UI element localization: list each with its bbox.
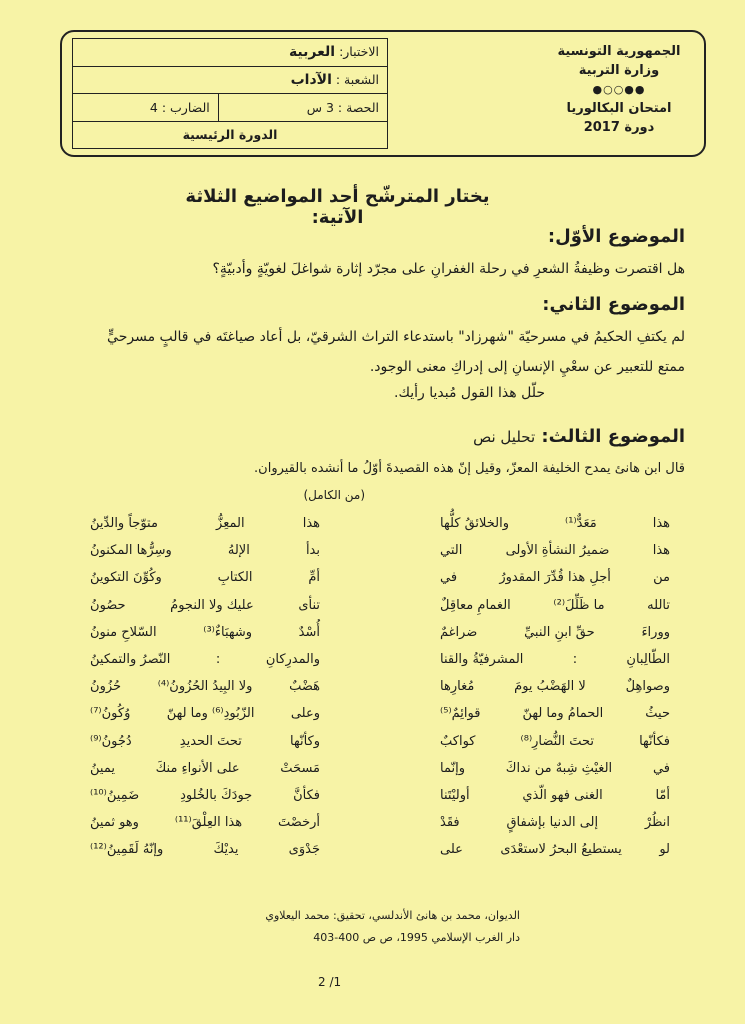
ministry-block bbox=[534, 32, 704, 155]
verse-second-hemistich bbox=[90, 625, 320, 640]
verse-segment: الكتابِ bbox=[217, 570, 253, 586]
main-session-cell: الدورة الرئيسية bbox=[73, 121, 388, 149]
source-citation bbox=[170, 905, 520, 949]
verse-segment: يديْكَ bbox=[213, 842, 239, 858]
verse-segment: حيثُ bbox=[645, 706, 670, 722]
page-number: 2 /1 bbox=[318, 975, 342, 989]
verse-first-hemistich bbox=[440, 679, 670, 694]
exam-label: امتحان البكالوريا bbox=[566, 101, 672, 116]
subject-cell bbox=[73, 39, 388, 67]
verse-first-hemistich bbox=[440, 598, 670, 613]
branch-value: الآداب bbox=[290, 71, 332, 88]
dots-marker: ●●○○● bbox=[592, 83, 646, 96]
verse-segment: على bbox=[440, 842, 463, 858]
verse-segment: من bbox=[653, 570, 670, 586]
verse-segment: وإنّما bbox=[440, 760, 465, 776]
verse-segment: الغمامِ معاقِلٌ bbox=[440, 597, 511, 613]
verse-segment: ووراءَ bbox=[641, 624, 670, 640]
verse-first-hemistich bbox=[440, 815, 670, 830]
verse-second-hemistich bbox=[90, 570, 320, 585]
poem-verse bbox=[70, 700, 670, 727]
verse-segment: وشهبَاءٌ⁽³⁾ bbox=[203, 624, 253, 640]
verse-first-hemistich bbox=[440, 788, 670, 803]
verse-segment: لا الهَضْبُ يومَ bbox=[514, 679, 586, 695]
verse-segment: يمينُ bbox=[90, 760, 115, 776]
session-year: دورة 2017 bbox=[583, 120, 655, 135]
subject-value: العربية bbox=[288, 44, 336, 61]
instruction: يختار المترشّح أحد المواضيع الثلاثة الآتية: bbox=[185, 186, 490, 228]
poem-verse bbox=[70, 836, 670, 863]
subject-label: الاختبار: bbox=[339, 44, 379, 60]
verse-second-hemistich bbox=[90, 815, 320, 830]
poem-verse bbox=[70, 619, 670, 646]
topic3-title-text: الموضوع الثالث: bbox=[541, 426, 685, 447]
verse-segment: أمِّ bbox=[308, 570, 320, 586]
verse-second-hemistich bbox=[90, 761, 320, 776]
verse-segment: تنأى bbox=[298, 597, 320, 613]
verse-second-hemistich bbox=[90, 598, 320, 613]
verse-segment: كواكبٌ bbox=[440, 733, 476, 749]
verse-segment: متوّجاً والدِّينُ bbox=[90, 516, 158, 532]
verse-segment: وُكُونُ⁽⁷⁾ bbox=[90, 706, 131, 722]
poem-verse bbox=[70, 646, 670, 673]
verse-first-hemistich bbox=[440, 516, 670, 531]
verse-segment: حصُونُ bbox=[90, 597, 126, 613]
verse-segment: : bbox=[572, 652, 578, 668]
poem-verse bbox=[70, 809, 670, 836]
poem bbox=[70, 510, 670, 890]
verse-segment: ضميرُ النشأةِ الأولى bbox=[505, 543, 610, 559]
verse-segment: إلى الدنيا بإشفاقٍ bbox=[506, 815, 599, 831]
verse-second-hemistich bbox=[90, 788, 320, 803]
republic-label: الجمهورية التونسية bbox=[557, 44, 681, 59]
topic3-intro: قال ابن هانئ يمدح الخليفة المعزّ، وقيل إنّ هذه القصيدةَ أوّلُ ما أنشده بالقيروان. bbox=[254, 461, 685, 476]
verse-segment: جودَكَ بالخُلودِ bbox=[180, 787, 253, 803]
source-line-2: دار الغرب الإسلامي 1995، ص ص 400-403 bbox=[313, 931, 520, 944]
verse-segment: حقِّ ابنِ النبيِّ bbox=[524, 624, 595, 640]
topic2-line3: حلّل هذا القول مُبديا رأيك. bbox=[394, 385, 545, 401]
verse-segment: المشرفيّةُ والقنا bbox=[440, 652, 524, 668]
verse-segment: مَعَدٌّ⁽¹⁾ bbox=[565, 516, 597, 532]
verse-segment: وكأنّها bbox=[290, 733, 320, 749]
verse-segment: الإلهُ bbox=[227, 543, 250, 559]
verse-segment: وإنّهُ لَقَمِينُ⁽¹²⁾ bbox=[90, 842, 164, 858]
verse-segment: هذا العِلْقَ⁽¹¹⁾ bbox=[174, 815, 243, 831]
verse-first-hemistich bbox=[440, 734, 670, 749]
verse-segment: التي bbox=[440, 543, 463, 559]
verse-first-hemistich bbox=[440, 570, 670, 585]
verse-segment: أمّا bbox=[655, 787, 670, 803]
exam-header bbox=[60, 30, 706, 157]
verse-segment: على الأنواءِ منكَ bbox=[155, 760, 240, 776]
topic3-title bbox=[70, 426, 685, 447]
verse-segment: والمدرِكانِ bbox=[265, 652, 320, 668]
verse-segment: النّصرُ والتمكينُ bbox=[90, 652, 171, 668]
verse-second-hemistich bbox=[90, 543, 320, 558]
verse-segment: ما ظَلِّلَ⁽²⁾ bbox=[553, 597, 605, 613]
verse-segment: جَدْوَى bbox=[288, 842, 320, 858]
exam-info-table bbox=[72, 38, 388, 149]
verse-segment: مَسحَتْ bbox=[280, 760, 320, 776]
verse-segment: المعِزُّ bbox=[216, 516, 245, 532]
verse-segment: ضراغمٌ bbox=[440, 624, 478, 640]
verse-segment: تالله bbox=[647, 597, 670, 613]
verse-first-hemistich bbox=[440, 842, 670, 857]
branch-cell bbox=[73, 66, 388, 94]
poem-verse bbox=[70, 564, 670, 591]
poem-verse bbox=[70, 537, 670, 564]
poem-verse bbox=[70, 592, 670, 619]
verse-segment: الغيْثِ شِبهٌ من نداكَ bbox=[505, 760, 613, 776]
verse-second-hemistich bbox=[90, 652, 320, 667]
verse-first-hemistich bbox=[440, 761, 670, 776]
verse-segment: قوائِمٌ⁽⁵⁾ bbox=[440, 706, 481, 722]
verse-segment: انظُرْ bbox=[644, 815, 670, 831]
coef-cell: الضارب : 4 bbox=[73, 94, 219, 122]
verse-segment: وهو ثمينُ bbox=[90, 815, 139, 831]
verse-second-hemistich bbox=[90, 679, 320, 694]
verse-segment: فكأنّها bbox=[639, 733, 670, 749]
verse-segment: السّلاحِ منونُ bbox=[90, 624, 157, 640]
verse-segment: مُغارِها bbox=[440, 679, 475, 695]
verse-segment: والخلائقُ كلُّها bbox=[440, 516, 510, 532]
verse-second-hemistich bbox=[90, 516, 320, 531]
verse-segment: هذا bbox=[652, 516, 670, 532]
verse-first-hemistich bbox=[440, 625, 670, 640]
verse-segment: : bbox=[215, 652, 221, 668]
poem-verse bbox=[70, 510, 670, 537]
verse-second-hemistich bbox=[90, 706, 320, 721]
verse-segment: عليك ولا النجومُ bbox=[170, 597, 254, 613]
poem-verse bbox=[70, 782, 670, 809]
source-line-1: الديوان، محمد بن هانئ الأندلسي، تحقيق: محمد اليعلاوي bbox=[265, 909, 520, 922]
verse-segment: في bbox=[440, 570, 458, 586]
verse-segment: يستطيعُ البحرُ لاستعْدَى bbox=[500, 842, 622, 858]
verse-segment: تحتَ النُّضارِ⁽⁸⁾ bbox=[520, 733, 595, 749]
poem-meter: (من الكامل) bbox=[303, 488, 365, 502]
verse-segment: في bbox=[652, 760, 670, 776]
verse-segment: أُسْدٌ bbox=[298, 624, 320, 640]
verse-segment: هَضْبٌ bbox=[289, 679, 320, 695]
verse-segment: أوليْتَنا bbox=[440, 787, 470, 803]
duration-cell: الحصة : 3 س bbox=[218, 94, 387, 122]
verse-segment: حُزُونُ bbox=[90, 679, 122, 695]
topic2-line2: ممتع للتعبير عن سعْيِ الإنسانِ إلى إدراكِ معنى الوجود. bbox=[369, 359, 685, 375]
verse-segment: وكُوِّنَ التكوينُ bbox=[90, 570, 162, 586]
poem-verse bbox=[70, 673, 670, 700]
verse-segment: بدأ bbox=[305, 543, 320, 559]
topic3-title-tail: تحليل نص bbox=[473, 428, 536, 446]
verse-first-hemistich bbox=[440, 652, 670, 667]
verse-first-hemistich bbox=[440, 543, 670, 558]
verse-segment: ضَمِينُ⁽¹⁰⁾ bbox=[90, 787, 140, 803]
topic1-text: هل اقتصرت وظيفةُ الشعرِ في رحلة الغفرانِ على مجرّد إثارة شواغلَ لغويّةٍ وأدبيّةٍ؟ bbox=[212, 261, 685, 277]
verse-segment: لو bbox=[659, 842, 670, 858]
verse-segment: هذا bbox=[302, 516, 320, 532]
poem-verse bbox=[70, 755, 670, 782]
verse-segment: الغنى فهو الّذي bbox=[522, 787, 603, 803]
verse-segment: تحتَ الحديدِ bbox=[179, 733, 242, 749]
poem-verse bbox=[70, 728, 670, 755]
verse-segment: أجلِ هذا قُدِّرَ المقدورُ bbox=[499, 570, 611, 586]
verse-segment: فكأنَّ bbox=[293, 787, 320, 803]
verse-segment: أرخصْتَ bbox=[278, 815, 320, 831]
verse-segment: ولا البِيدُ الحُزُونُ⁽⁴⁾ bbox=[157, 679, 253, 695]
verse-segment: الحمامُ وما لهنّ bbox=[522, 706, 604, 722]
verse-segment: فقَدْ bbox=[440, 815, 460, 831]
verse-first-hemistich bbox=[440, 706, 670, 721]
verse-segment: الطّالِبانِ bbox=[626, 652, 670, 668]
topic1-title: الموضوع الأوّل: bbox=[547, 226, 685, 247]
verse-second-hemistich bbox=[90, 734, 320, 749]
topic2-title: الموضوع الثاني: bbox=[542, 294, 685, 315]
topic2-line1: لم يكتفِ الحكيمُ في مسرحيّة "شهرزاد" باستدعاء التراث الشرقيّ، بل أعاد صياغتَه في قالبٍ مسرحيٍّ bbox=[107, 329, 685, 345]
verse-segment: وسِرُّها المكنونُ bbox=[90, 543, 172, 559]
verse-segment: دُجُونُ⁽⁹⁾ bbox=[90, 733, 132, 749]
verse-segment: وصواهِلٌ bbox=[625, 679, 670, 695]
verse-segment: الزّبُودِ⁽⁶⁾ وما لهنّ bbox=[166, 706, 255, 722]
branch-label: الشعبة : bbox=[335, 71, 379, 87]
verse-segment: وعلى bbox=[290, 706, 320, 722]
verse-second-hemistich bbox=[90, 842, 320, 857]
verse-segment: هذا bbox=[652, 543, 670, 559]
ministry-label: وزارة التربية bbox=[578, 63, 660, 78]
